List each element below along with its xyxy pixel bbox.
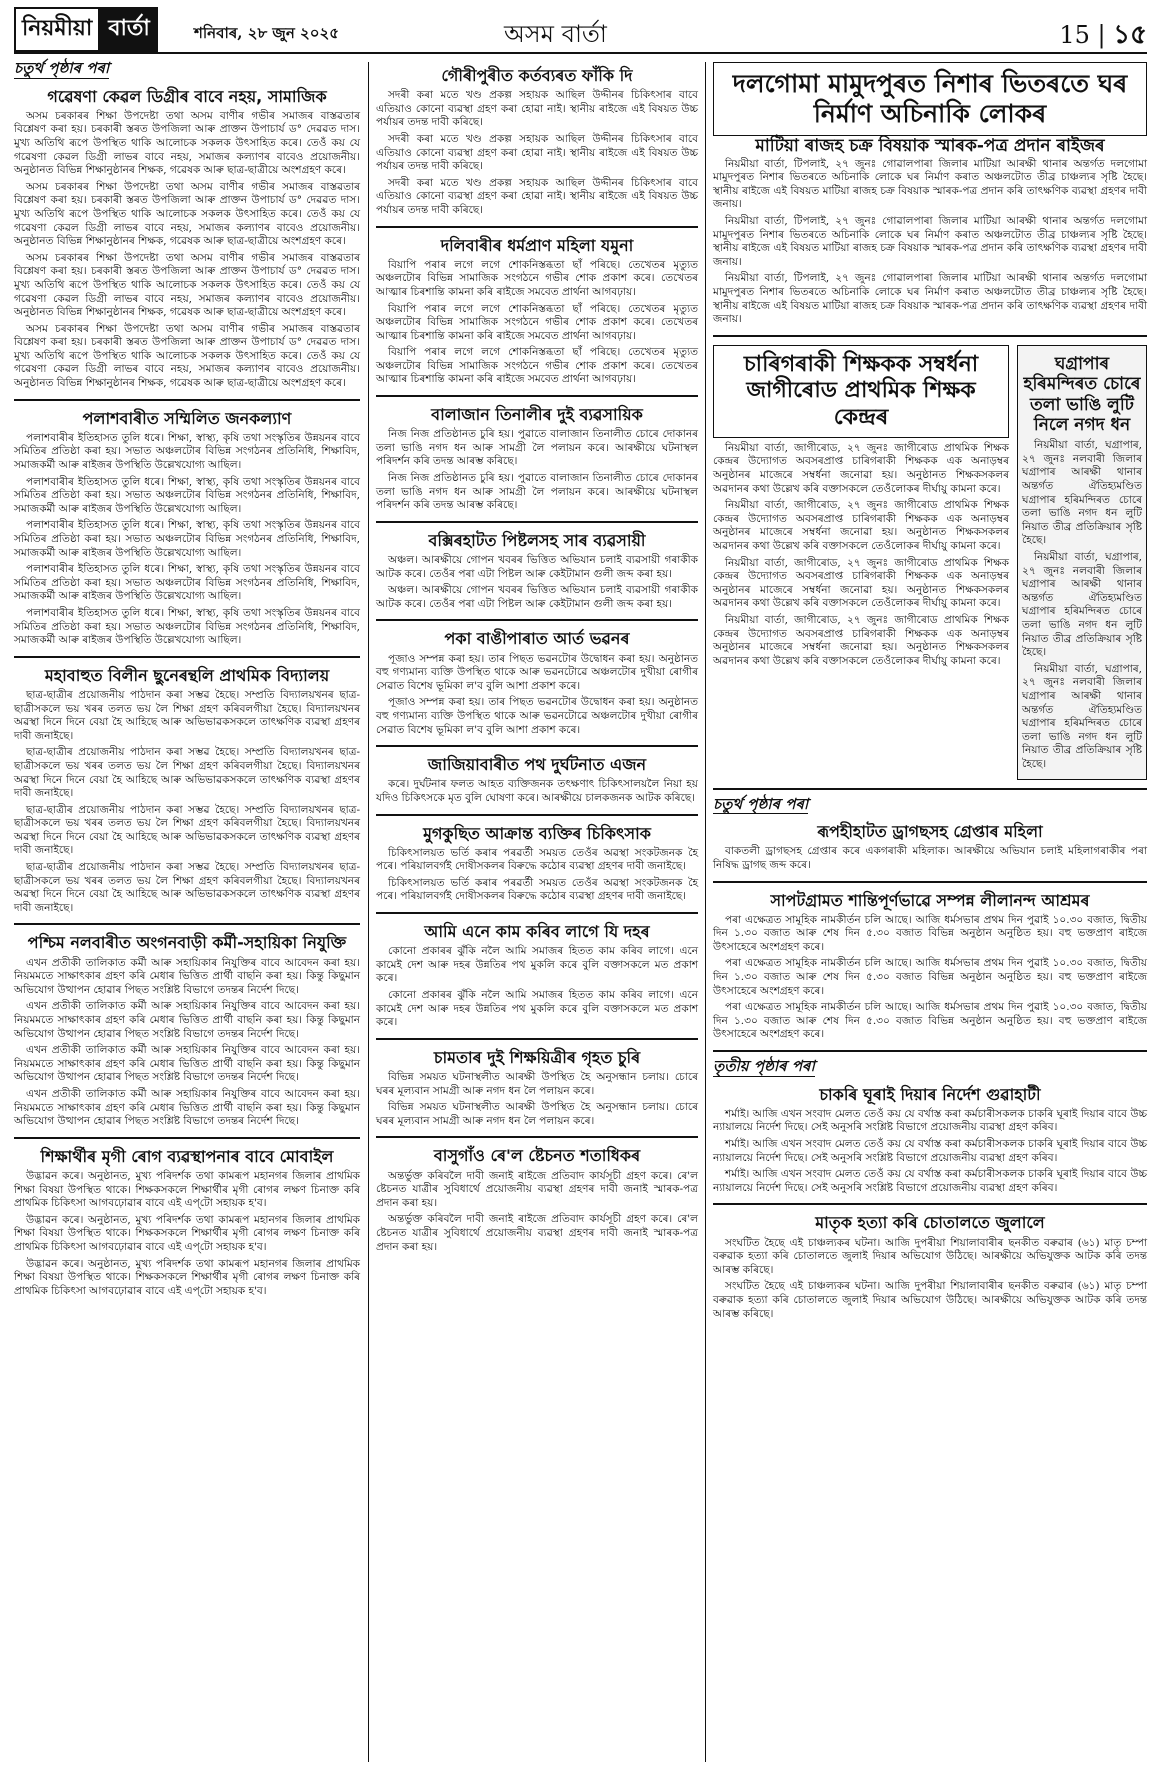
- logo-text-2: বাৰ্তা: [100, 7, 158, 52]
- page-number: 15 | ১৫: [1059, 20, 1147, 50]
- logo-text-1: নিয়মীয়া: [14, 7, 100, 52]
- article-body: ছাত্ৰ-ছাত্ৰীৰ প্ৰয়োজনীয় পাঠদান কৰা সম্ভৱ হৈছে। সম্প্ৰতি বিদ্যালয়খনৰ ছাত্ৰ-ছাত্ৰীসকলে ভয় খৰৰ তলত ভয় লৈ শিক্ষা গ্ৰহণ কৰিবলগীয়া হৈছে। বিদ্যালয়খনৰ অৱস্থা দিনে দিনে বেয়া হৈ আহিছে আৰু অভিভাৱকসকলে তাৎক্ষণিক ব্যৱস্থা গ্ৰহণৰ দাবী জনাইছে।: [14, 746, 360, 800]
- divider: [376, 745, 698, 747]
- article-body: কোনো প্ৰকাৰৰ ঝুঁকি নলৈ আমি সমাজৰ হিতত কাম কৰিব লাগে। এনে কামেই দেশ আৰু দহৰ উন্নতিৰ পথ মুকলি কৰে বুলি বক্তাসকলে মত প্ৰকাশ কৰে।: [376, 945, 698, 985]
- article-body: পলাশবাৰীৰ ইতিহাসত তুলি ধৰে। শিক্ষা, স্বাস্থ্য, কৃষি তথা সংস্কৃতিৰ উন্নয়নৰ বাবে সমিতিৰ প্ৰতিষ্ঠা কৰা হয়। সভাত অঞ্চলটোৰ বিভিন্ন সংগঠনৰ প্ৰতিনিধি, শিক্ষাবিদ, সমাজকৰ্মী আৰু ৰাইজৰ উপস্থিতি উল্লেখযোগ্য আছিল।: [14, 606, 360, 647]
- article-body: নিয়মীয়া বাৰ্তা, জাগীৰোড, ২৭ জুনঃ জাগীৰোড প্ৰাথমিক শিক্ষক কেন্দ্ৰৰ উদ্যোগত অবসৰপ্ৰাপ্ত চাৰিগৰাকী শিক্ষকক এক অনাড়ম্বৰ অনুষ্ঠানৰ মাজেৰে সম্বৰ্ধনা জনোৱা হয়। অনুষ্ঠানত শিক্ষকসকলৰ অৱদানৰ কথা উল্লেখ কৰি বক্তাসকলে তেওঁলোকৰ দীৰ্ঘায়ু কামনা কৰে।: [713, 499, 1009, 553]
- section-title: অসম বাৰ্তা: [504, 20, 607, 48]
- article-body: এখন প্ৰতীকী তালিকাত কৰ্মী আৰু সহায়িকাৰ নিযুক্তিৰ বাবে আবেদন কৰা হয়। নিয়মমতে সাক্ষাৎকাৰ গ্ৰহণ কৰি মেধাৰ ভিত্তিত প্ৰাৰ্থী বাছনি কৰা হয়। কিন্তু কিছুমান অভিযোগ উত্থাপন হোৱাৰ পিছত সংশ্লিষ্ট বিভাগে তদন্তৰ নিৰ্দেশ দিছে।: [14, 1087, 360, 1128]
- article-body: নিয়মীয়া বাৰ্তা, ঘগ্ৰাপাৰ, ২৭ জুনঃ নলবাৰী জিলাৰ ঘগ্ৰাপাৰ আৰক্ষী থানাৰ অন্তৰ্গত ঐতিহ্যমণ্ডিত ঘগ্ৰাপাৰ হৰিমন্দিৰত চোৰে তলা ভাঙি নগদ ধন লুটি নিয়াত তীব্ৰ প্ৰতিক্ৰিয়াৰ সৃষ্টি হৈছে।: [1022, 551, 1142, 659]
- masthead: [14, 10, 1147, 54]
- article-body: পূজাও সম্পন্ন কৰা হয়। তাৰ পিছত ভৱনটোৰ উদ্বোধন কৰা হয়। অনুষ্ঠানত বহু গণ্যমান্য ব্যক্তি উপস্থিত থাকে আৰু ভৱনটোৱে অঞ্চলটোৰ দুখীয়া ৰোগীৰ সেৱাত বিশেষ ভূমিকা ল'ব বুলি আশা প্ৰকাশ কৰে।: [376, 652, 698, 692]
- headline: জাজিয়াবাৰীত পথ দুৰ্ঘটনাত এজন: [427, 755, 647, 775]
- divider: [713, 1203, 1147, 1205]
- right-column: [713, 62, 1147, 1324]
- article-body: সদৰী কৰা মতে খণ্ড প্ৰকল্প সহায়ক আছিল উদ্দীনৰ চিকিৎসাৰ বাবে এতিয়াও কোনো ব্যৱস্থা গ্ৰহণ কৰা হোৱা নাই। স্থানীয় ৰাইজে এই বিষয়ত উচ্চ পৰ্যায়ৰ তদন্ত দাবী কৰিছে।: [376, 132, 698, 173]
- article-body: বিয়াপি পৰাৰ লগে লগে শোকনিস্তব্ধতা ছাঁ পৰিছে। তেখেতৰ মৃত্যুত অঞ্চলটোৰ বিভিন্ন সামাজিক সংগঠনে গভীৰ শোক প্ৰকাশ কৰে। তেখেতৰ আত্মাৰ চিৰশান্তি কামনা কৰি ৰাইজে সমবেত প্ৰাৰ্থনা আগবঢ়ায়।: [376, 302, 698, 342]
- article-body: নিয়মীয়া বাৰ্তা, ঘগ্ৰাপাৰ, ২৭ জুনঃ নলবাৰী জিলাৰ ঘগ্ৰাপাৰ আৰক্ষী থানাৰ অন্তৰ্গত ঐতিহ্যমণ্ডিত ঘগ্ৰাপাৰ হৰিমন্দিৰত চোৰে তলা ভাঙি নগদ ধন লুটি নিয়াত তীব্ৰ প্ৰতিক্ৰিয়াৰ সৃষ্টি হৈছে।: [1022, 662, 1142, 770]
- headline: মুগকুছিত আক্ৰান্ত ব্যক্তিৰ চিকিৎসাক: [423, 823, 651, 843]
- headline: বালাজান তিনালীৰ দুই ব্যৱসায়িক: [431, 405, 643, 425]
- newspaper-logo: [14, 12, 158, 46]
- divider: [713, 1050, 1147, 1052]
- article-body: নিয়মীয়া বাৰ্তা, জাগীৰোড, ২৭ জুনঃ জাগীৰোড প্ৰাথমিক শিক্ষক কেন্দ্ৰৰ উদ্যোগত অবসৰপ্ৰাপ্ত চাৰিগৰাকী শিক্ষকক এক অনাড়ম্বৰ অনুষ্ঠানৰ মাজেৰে সম্বৰ্ধনা জনোৱা হয়। অনুষ্ঠানত শিক্ষকসকলৰ অৱদানৰ কথা উল্লেখ কৰি বক্তাসকলে তেওঁলোকৰ দীৰ্ঘায়ু কামনা কৰে।: [713, 441, 1009, 495]
- article-body: নিয়মীয়া বাৰ্তা, টিপলাই, ২৭ জুনঃ গোৱালপাৰা জিলাৰ মাটিয়া আৰক্ষী থানাৰ অন্তৰ্গত দলগোমা মামুদপুৰত নিশাৰ ভিতৰতে অচিনাকি লোকে ঘৰ নিৰ্মাণ কৰাত অঞ্চলটোত তীব্ৰ চাঞ্চল্যৰ সৃষ্টি হৈছে। স্থানীয় ৰাইজে এই বিষয়ত মাটিয়া ৰাজহ চক্ৰ বিষয়াক স্মাৰক-পত্ৰ প্ৰদান কৰি তাৎক্ষণিক ব্যৱস্থা গ্ৰহণৰ দাবী জনায়।: [713, 272, 1147, 326]
- article-body: এখন প্ৰতীকী তালিকাত কৰ্মী আৰু সহায়িকাৰ নিযুক্তিৰ বাবে আবেদন কৰা হয়। নিয়মমতে সাক্ষাৎকাৰ গ্ৰহণ কৰি মেধাৰ ভিত্তিত প্ৰাৰ্থী বাছনি কৰা হয়। কিন্তু কিছুমান অভিযোগ উত্থাপন হোৱাৰ পিছত সংশ্লিষ্ট বিভাগে তদন্তৰ নিৰ্দেশ দিছে।: [14, 1044, 360, 1084]
- headline: গৱেষণা কেৱল ডিগ্ৰীৰ বাবে নহয়, সামাজিক: [47, 86, 327, 106]
- article-body: নিয়মীয়া বাৰ্তা, জাগীৰোড, ২৭ জুনঃ জাগীৰোড প্ৰাথমিক শিক্ষক কেন্দ্ৰৰ উদ্যোগত অবসৰপ্ৰাপ্ত চাৰিগৰাকী শিক্ষকক এক অনাড়ম্বৰ অনুষ্ঠানৰ মাজেৰে সম্বৰ্ধনা জনোৱা হয়। অনুষ্ঠানত শিক্ষকসকলৰ অৱদানৰ কথা উল্লেখ কৰি বক্তাসকলে তেওঁলোকৰ দীৰ্ঘায়ু কামনা কৰে।: [713, 614, 1009, 667]
- article-body: পূজাও সম্পন্ন কৰা হয়। তাৰ পিছত ভৱনটোৰ উদ্বোধন কৰা হয়। অনুষ্ঠানত বহু গণ্যমান্য ব্যক্তি উপস্থিত থাকে আৰু ভৱনটোৱে অঞ্চলটোৰ দুখীয়া ৰোগীৰ সেৱাত বিশেষ ভূমিকা ল'ব বুলি আশা প্ৰকাশ কৰে।: [376, 696, 698, 736]
- column-1: [14, 59, 360, 1301]
- article-body: বিয়াপি পৰাৰ লগে লগে শোকনিস্তব্ধতা ছাঁ পৰিছে। তেখেতৰ মৃত্যুত অঞ্চলটোৰ বিভিন্ন সামাজিক সংগঠনে গভীৰ শোক প্ৰকাশ কৰে। তেখেতৰ আত্মাৰ চিৰশান্তি কামনা কৰি ৰাইজে সমবেত প্ৰাৰ্থনা আগবঢ়ায়।: [376, 258, 698, 298]
- column-divider: [368, 62, 369, 1762]
- headline: মাতৃক হত্যা কৰি চোতালতে জুলালে: [815, 1213, 1045, 1233]
- headline: সাপটগ্ৰামত শান্তিপূৰ্ণভাৱে সম্পন্ন লীলানন্দ আশ্ৰমৰ: [770, 890, 1090, 910]
- headline: গৌৰীপুৰীত কৰ্তব্যৰত ফাঁকি দি: [441, 66, 633, 85]
- divider: [713, 335, 1147, 337]
- article-body: অন্তৰ্ভুক্ত কৰিবলৈ দাবী জনাই ৰাইজে প্ৰতিবাদ কাৰ্যসূচী গ্ৰহণ কৰে। ৰে'ল ষ্টেচনত যাত্ৰীৰ সুবিধাৰ্থে প্ৰয়োজনীয় ব্যৱস্থা গ্ৰহণৰ দাবী জনাই স্মাৰক-পত্ৰ প্ৰদান কৰা হয়।: [376, 1213, 698, 1253]
- article-body: চিকিৎসালয়ত ভৰ্তি কৰাৰ পৰৱৰ্তী সময়ত তেওঁৰ অৱস্থা সংকটজনক হৈ পৰে। পৰিয়ালবৰ্গই দোষীসকলৰ বিৰুদ্ধে কঠোৰ ব্যৱস্থা গ্ৰহণৰ দাবী জনাইছে।: [376, 846, 698, 873]
- lead-story-headline-box: [713, 62, 1147, 136]
- divider: [376, 814, 698, 816]
- article-body: উদ্ভাৱন কৰে। অনুষ্ঠানত, মুখ্য পৰিদৰ্শক তথা কামৰূপ মহানগৰ জিলাৰ প্ৰাথমিক শিক্ষা বিষয়া উপস্থিত থাকে। শিক্ষকসকলে শিক্ষাৰ্থীৰ মৃগী ৰোগৰ লক্ষণ চিনাক্ত কৰি প্ৰাথমিক চিকিৎসা আগবঢ়োৱাৰ বাবে এই এপ্‌টো সহায়ক হ'ব।: [14, 1169, 360, 1210]
- divider: [14, 923, 360, 925]
- article-body: অসম চৰকাৰৰ শিক্ষা উপদেষ্টা তথা অসম বাণীৰ গভীৰ সমাজৰ বাস্তৱতাৰ বিশ্লেষণ কৰা হয়। চৰকাৰী স্তৰত উপজিলা আৰু প্ৰাক্তন উপাচাৰ্য ড° দেৱৱত দাস। মুখ্য অতিথি ৰূপে উপস্থিত থাকি আলোচক সকলক উৎসাহিত কৰে। তেওঁ কয় যে গৱেষণা কেৱল ডিগ্ৰী লাভৰ বাবে নহয়, সমাজৰ কল্যাণৰ বাবেও প্ৰয়োজনীয়। অনুষ্ঠানত বিভিন্ন শিক্ষানুষ্ঠানৰ শিক্ষক, গৱেষক আৰু ছাত্ৰ-ছাত্ৰীয়ে অংশগ্ৰহণ কৰে।: [14, 322, 360, 390]
- divider: [14, 399, 360, 401]
- divider: [376, 1038, 698, 1040]
- article-body: শৰ্মাই। আজি এখন সংবাদ মেলত তেওঁ কয় যে বৰ্খাস্ত কৰা কৰ্মচাৰীসকলক চাকৰি ঘূৰাই দিয়াৰ বাবে উচ্চ ন্যায়ালয়ে নিৰ্দেশ দিছে। সেই অনুসৰি সংশ্লিষ্ট বিভাগে প্ৰয়োজনীয় ব্যৱস্থা গ্ৰহণ কৰিব।: [713, 1168, 1147, 1194]
- article-body: পলাশবাৰীৰ ইতিহাসত তুলি ধৰে। শিক্ষা, স্বাস্থ্য, কৃষি তথা সংস্কৃতিৰ উন্নয়নৰ বাবে সমিতিৰ প্ৰতিষ্ঠা কৰা হয়। সভাত অঞ্চলটোৰ বিভিন্ন সংগঠনৰ প্ৰতিনিধি, শিক্ষাবিদ, সমাজকৰ্মী আৰু ৰাইজৰ উপস্থিতি উল্লেখযোগ্য আছিল।: [14, 475, 360, 515]
- article-body: চিকিৎসালয়ত ভৰ্তি কৰাৰ পৰৱৰ্তী সময়ত তেওঁৰ অৱস্থা সংকটজনক হৈ পৰে। পৰিয়ালবৰ্গই দোষীসকলৰ বিৰুদ্ধে কঠোৰ ব্যৱস্থা গ্ৰহণৰ দাবী জনাইছে।: [376, 876, 698, 903]
- article-body: ছাত্ৰ-ছাত্ৰীৰ প্ৰয়োজনীয় পাঠদান কৰা সম্ভৱ হৈছে। সম্প্ৰতি বিদ্যালয়খনৰ ছাত্ৰ-ছাত্ৰীসকলে ভয় খৰৰ তলত ভয় লৈ শিক্ষা গ্ৰহণ কৰিবলগীয়া হৈছে। বিদ্যালয়খনৰ অৱস্থা দিনে দিনে বেয়া হৈ আহিছে আৰু অভিভাৱকসকলে তাৎক্ষণিক ব্যৱস্থা গ্ৰহণৰ দাবী জনাইছে।: [14, 688, 360, 742]
- column-2: [376, 62, 698, 1257]
- article-body: নিয়মীয়া বাৰ্তা, টিপলাই, ২৭ জুনঃ গোৱালপাৰা জিলাৰ মাটিয়া আৰক্ষী থানাৰ অন্তৰ্গত দলগোমা মামুদপুৰত নিশাৰ ভিতৰতে অচিনাকি লোকে ঘৰ নিৰ্মাণ কৰাত অঞ্চলটোত তীব্ৰ চাঞ্চল্যৰ সৃষ্টি হৈছে। স্থানীয় ৰাইজে এই বিষয়ত মাটিয়া ৰাজহ চক্ৰ বিষয়াক স্মাৰক-পত্ৰ প্ৰদান কৰি তাৎক্ষণিক ব্যৱস্থা গ্ৰহণৰ দাবী জনায়।: [713, 214, 1147, 268]
- article-body: ছাত্ৰ-ছাত্ৰীৰ প্ৰয়োজনীয় পাঠদান কৰা সম্ভৱ হৈছে। সম্প্ৰতি বিদ্যালয়খনৰ ছাত্ৰ-ছাত্ৰীসকলে ভয় খৰৰ তলত ভয় লৈ শিক্ষা গ্ৰহণ কৰিবলগীয়া হৈছে। বিদ্যালয়খনৰ অৱস্থা দিনে দিনে বেয়া হৈ আহিছে আৰু অভিভাৱকসকলে তাৎক্ষণিক ব্যৱস্থা গ্ৰহণৰ দাবী জনাইছে।: [14, 803, 360, 857]
- divider: [376, 912, 698, 914]
- divider: [376, 395, 698, 397]
- side-story-box: [1017, 345, 1147, 780]
- article-body: ছাত্ৰ-ছাত্ৰীৰ প্ৰয়োজনীয় পাঠদান কৰা সম্ভৱ হৈছে। সম্প্ৰতি বিদ্যালয়খনৰ ছাত্ৰ-ছাত্ৰীসকলে ভয় খৰৰ তলত ভয় লৈ শিক্ষা গ্ৰহণ কৰিবলগীয়া হৈছে। বিদ্যালয়খনৰ অৱস্থা দিনে দিনে বেয়া হৈ আহিছে আৰু অভিভাৱকসকলে তাৎক্ষণিক ব্যৱস্থা গ্ৰহণৰ দাবী জনাইছে।: [14, 861, 360, 914]
- article-body: নিয়মীয়া বাৰ্তা, জাগীৰোড, ২৭ জুনঃ জাগীৰোড প্ৰাথমিক শিক্ষক কেন্দ্ৰৰ উদ্যোগত অবসৰপ্ৰাপ্ত চাৰিগৰাকী শিক্ষকক এক অনাড়ম্বৰ অনুষ্ঠানৰ মাজেৰে সম্বৰ্ধনা জনোৱা হয়। অনুষ্ঠানত শিক্ষকসকলৰ অৱদানৰ কথা উল্লেখ কৰি বক্তাসকলে তেওঁলোকৰ দীৰ্ঘায়ু কামনা কৰে।: [713, 556, 1009, 610]
- headline: পলাশবাৰীত সম্মিলিত জনকল্যাণ: [82, 408, 292, 428]
- article-body: সংঘটিত হৈছে এই চাঞ্চল্যকৰ ঘটনা। আজি দুপৰীয়া শিয়ালাবাৰীৰ ছনকীত বৰুৱাৰ (৬১) মাতৃ চম্পা বৰুৱাক হত্যা কৰি চোতালতে জুলাই দিয়াৰ অভিযোগ উঠিছে। আৰক্ষীয়ে অভিযুক্তক আটক কৰি তদন্ত আৰম্ভ কৰিছে।: [713, 1236, 1147, 1276]
- article-body: নিজ নিজ প্ৰতিষ্ঠানত চুৰি হয়। পুৱাতে বালাজান তিনালীত চোৰে দোকানৰ তলা ভাঙি নগদ ধন আৰু সামগ্ৰী লৈ পলায়ন কৰে। আৰক্ষীয়ে ঘটনাস্থল পৰিদৰ্শন কৰি তদন্ত আৰম্ভ কৰিছে।: [376, 428, 698, 468]
- article-body: বিয়াপি পৰাৰ লগে লগে শোকনিস্তব্ধতা ছাঁ পৰিছে। তেখেতৰ মৃত্যুত অঞ্চলটোৰ বিভিন্ন সামাজিক সংগঠনে গভীৰ শোক প্ৰকাশ কৰে। তেখেতৰ আত্মাৰ চিৰশান্তি কামনা কৰি ৰাইজে সমবেত প্ৰাৰ্থনা আগবঢ়ায়।: [376, 346, 698, 386]
- headline: শিক্ষাৰ্থীৰ মৃগী ৰোগ ব্যৱস্থাপনাৰ বাবে মোবাইল: [40, 1146, 334, 1166]
- headline: চামতাৰ দুই শিক্ষয়িত্ৰীৰ গৃহত চুৰি: [433, 1047, 641, 1067]
- lead-headline: দলগোমা মামুদপুৰত নিশাৰ ভিতৰতে ঘৰ নিৰ্মাণ অচিনাকি লোকৰ: [732, 69, 1128, 128]
- article-body: পৰা এক্ষেত্ৰত সামূহিক নামকীৰ্তন চলি আছে। আজি ধৰ্মসভাৰ প্ৰথম দিন পুৱাই ১০.৩০ বজাত, দ্বিতীয় দিন ১.৩০ বজাত আৰু শেষ দিন ৫.৩০ বজাত বিভিন্ন অনুষ্ঠান অনুষ্ঠিত হয়। বহু ভক্তপ্ৰাণ ৰাইজে উৎসাহেৰে অংশগ্ৰহণ কৰে।: [713, 913, 1147, 953]
- column-divider: [705, 62, 706, 1762]
- continued-label: চতুৰ্থ পৃষ্ঠাৰ পৰা: [713, 794, 809, 813]
- teacher-headline-box: [713, 345, 1009, 438]
- article-body: কৰে। দুৰ্ঘটনাৰ ফলত আহত ব্যক্তিজনক তৎক্ষণাৎ চিকিৎসালয়লৈ নিয়া হয় যদিও চিকিৎসকে মৃত বুলি ঘোষণা কৰে। আৰক্ষীয়ে চালকজনক আটক কৰিছে।: [376, 778, 698, 804]
- continued-label: তৃতীয় পৃষ্ঠাৰ পৰা: [713, 1057, 815, 1076]
- page-number-latin: 15: [1059, 21, 1090, 49]
- teacher-headline: চাৰিগৰাকী শিক্ষকক সম্বৰ্ধনা জাগীৰোড প্ৰাথমিক শিক্ষক কেন্দ্ৰৰ: [743, 351, 979, 430]
- headline: দলিবাৰীৰ ধৰ্মপ্ৰাণ মহিলা যমুনা: [440, 235, 634, 255]
- page-number-native: ১৫: [1113, 20, 1147, 50]
- article-body: সদৰী কৰা মতে খণ্ড প্ৰকল্প সহায়ক আছিল উদ্দীনৰ চিকিৎসাৰ বাবে এতিয়াও কোনো ব্যৱস্থা গ্ৰহণ কৰা হোৱা নাই। স্থানীয় ৰাইজে এই বিষয়ত উচ্চ পৰ্যায়ৰ তদন্ত দাবী কৰিছে।: [376, 89, 698, 129]
- side-headline: ঘগ্ৰাপাৰ হৰিমন্দিৰত চোৰে তলা ভাঙি লুটি নিলে নগদ ধন: [1023, 353, 1141, 435]
- headline: মহাবাহুত বিলীন ছুনেৰন্থলি প্ৰাথমিক বিদ্যালয়: [44, 665, 330, 685]
- article-body: এখন প্ৰতীকী তালিকাত কৰ্মী আৰু সহায়িকাৰ নিযুক্তিৰ বাবে আবেদন কৰা হয়। নিয়মমতে সাক্ষাৎকাৰ গ্ৰহণ কৰি মেধাৰ ভিত্তিত প্ৰাৰ্থী বাছনি কৰা হয়। কিন্তু কিছুমান অভিযোগ উত্থাপন হোৱাৰ পিছত সংশ্লিষ্ট বিভাগে তদন্তৰ নিৰ্দেশ দিছে।: [14, 1000, 360, 1040]
- headline: ৰূপহীহাটত ড্ৰাগছসহ গ্ৰেপ্তাৰ মহিলা: [817, 822, 1043, 842]
- continued-label: চতুৰ্থ পৃষ্ঠাৰ পৰা: [14, 59, 110, 77]
- divider: [376, 226, 698, 228]
- article-body: পলাশবাৰীৰ ইতিহাসত তুলি ধৰে। শিক্ষা, স্বাস্থ্য, কৃষি তথা সংস্কৃতিৰ উন্নয়নৰ বাবে সমিতিৰ প্ৰতিষ্ঠা কৰা হয়। সভাত অঞ্চলটোৰ বিভিন্ন সংগঠনৰ প্ৰতিনিধি, শিক্ষাবিদ, সমাজকৰ্মী আৰু ৰাইজৰ উপস্থিতি উল্লেখযোগ্য আছিল।: [14, 431, 360, 472]
- article-body: সদৰী কৰা মতে খণ্ড প্ৰকল্প সহায়ক আছিল উদ্দীনৰ চিকিৎসাৰ বাবে এতিয়াও কোনো ব্যৱস্থা গ্ৰহণ কৰা হোৱা নাই। স্থানীয় ৰাইজে এই বিষয়ত উচ্চ পৰ্যায়ৰ তদন্ত দাবী কৰিছে।: [376, 176, 698, 216]
- headline: পকা বাঙীপাৰাত আৰ্ত ভৱনৰ: [444, 629, 630, 649]
- article-body: পলাশবাৰীৰ ইতিহাসত তুলি ধৰে। শিক্ষা, স্বাস্থ্য, কৃষি তথা সংস্কৃতিৰ উন্নয়নৰ বাবে সমিতিৰ প্ৰতিষ্ঠা কৰা হয়। সভাত অঞ্চলটোৰ বিভিন্ন সংগঠনৰ প্ৰতিনিধি, শিক্ষাবিদ, সমাজকৰ্মী আৰু ৰাইজৰ উপস্থিতি উল্লেখযোগ্য আছিল।: [14, 519, 360, 559]
- article-body: এখন প্ৰতীকী তালিকাত কৰ্মী আৰু সহায়িকাৰ নিযুক্তিৰ বাবে আবেদন কৰা হয়। নিয়মমতে সাক্ষাৎকাৰ গ্ৰহণ কৰি মেধাৰ ভিত্তিত প্ৰাৰ্থী বাছনি কৰা হয়। কিন্তু কিছুমান অভিযোগ উত্থাপন হোৱাৰ পিছত সংশ্লিষ্ট বিভাগে তদন্তৰ নিৰ্দেশ দিছে।: [14, 956, 360, 996]
- headline: পশ্চিম নলবাৰীত অংগনবাড়ী কৰ্মী-সহায়িকা নিযুক্তি: [27, 933, 347, 953]
- headline: বাসুগাঁও ৰে'ল ষ্টেচনত শতাধিকৰ: [433, 1146, 641, 1166]
- teacher-and-side-row: [713, 345, 1147, 780]
- article-body: উদ্ভাৱন কৰে। অনুষ্ঠানত, মুখ্য পৰিদৰ্শক তথা কামৰূপ মহানগৰ জিলাৰ প্ৰাথমিক শিক্ষা বিষয়া উপস্থিত থাকে। শিক্ষকসকলে শিক্ষাৰ্থীৰ মৃগী ৰোগৰ লক্ষণ চিনাক্ত কৰি প্ৰাথমিক চিকিৎসা আগবঢ়োৱাৰ বাবে এই এপ্‌টো সহায়ক হ'ব।: [14, 1257, 360, 1297]
- divider: [14, 1137, 360, 1139]
- article-body: সংঘটিত হৈছে এই চাঞ্চল্যকৰ ঘটনা। আজি দুপৰীয়া শিয়ালাবাৰীৰ ছনকীত বৰুৱাৰ (৬১) মাতৃ চম্পা বৰুৱাক হত্যা কৰি চোতালতে জুলাই দিয়াৰ অভিযোগ উঠিছে। আৰক্ষীয়ে অভিযুক্তক আটক কৰি তদন্ত আৰম্ভ কৰিছে।: [713, 1280, 1147, 1320]
- article-body: নিয়মীয়া বাৰ্তা, টিপলাই, ২৭ জুনঃ গোৱালপাৰা জিলাৰ মাটিয়া আৰক্ষী থানাৰ অন্তৰ্গত দলগোমা মামুদপুৰত নিশাৰ ভিতৰতে অচিনাকি লোকে ঘৰ নিৰ্মাণ কৰাত অঞ্চলটোত তীব্ৰ চাঞ্চল্যৰ সৃষ্টি হৈছে। স্থানীয় ৰাইজে এই বিষয়ত মাটিয়া ৰাজহ চক্ৰ বিষয়াক স্মাৰক-পত্ৰ প্ৰদান কৰি তাৎক্ষণিক ব্যৱস্থা গ্ৰহণৰ দাবী জনায়।: [713, 157, 1147, 211]
- article-body: উদ্ভাৱন কৰে। অনুষ্ঠানত, মুখ্য পৰিদৰ্শক তথা কামৰূপ মহানগৰ জিলাৰ প্ৰাথমিক শিক্ষা বিষয়া উপস্থিত থাকে। শিক্ষকসকলে শিক্ষাৰ্থীৰ মৃগী ৰোগৰ লক্ষণ চিনাক্ত কৰি প্ৰাথমিক চিকিৎসা আগবঢ়োৱাৰ বাবে এই এপ্‌টো সহায়ক হ'ব।: [14, 1213, 360, 1253]
- article-body: বিভিন্ন সময়ত ঘটনাস্থলীত আৰক্ষী উপস্থিত হৈ অনুসন্ধান চলায়। চোৰে ঘৰৰ মূল্যবান সামগ্ৰী আৰু নগদ ধন লৈ পলায়ন কৰে।: [376, 1071, 698, 1097]
- article-body: অঞ্চল। আৰক্ষীয়ে গোপন খবৰৰ ভিত্তিত অভিযান চলাই ব্যৱসায়ী গৰাকীক আটক কৰে। তেওঁৰ পৰা এটা পিষ্টল আৰু কেইটামান গুলী জব্দ কৰা হয়।: [376, 584, 698, 610]
- headline: বক্সিৰহাটত পিষ্টলসহ সাৰ ব্যৱসায়ী: [428, 530, 646, 550]
- article-body: পৰা এক্ষেত্ৰত সামূহিক নামকীৰ্তন চলি আছে। আজি ধৰ্মসভাৰ প্ৰথম দিন পুৱাই ১০.৩০ বজাত, দ্বিতীয় দিন ১.৩০ বজাত আৰু শেষ দিন ৫.৩০ বজাত বিভিন্ন অনুষ্ঠান অনুষ্ঠিত হয়। বহু ভক্তপ্ৰাণ ৰাইজে উৎসাহেৰে অংশগ্ৰহণ কৰে।: [713, 957, 1147, 997]
- article-body: অন্তৰ্ভুক্ত কৰিবলৈ দাবী জনাই ৰাইজে প্ৰতিবাদ কাৰ্যসূচী গ্ৰহণ কৰে। ৰে'ল ষ্টেচনত যাত্ৰীৰ সুবিধাৰ্থে প্ৰয়োজনীয় ব্যৱস্থা গ্ৰহণৰ দাবী জনাই স্মাৰক-পত্ৰ প্ৰদান কৰা হয়।: [376, 1169, 698, 1209]
- divider: [713, 881, 1147, 883]
- article-body: অসম চৰকাৰৰ শিক্ষা উপদেষ্টা তথা অসম বাণীৰ গভীৰ সমাজৰ বাস্তৱতাৰ বিশ্লেষণ কৰা হয়। চৰকাৰী স্তৰত উপজিলা আৰু প্ৰাক্তন উপাচাৰ্য ড° দেৱৱত দাস। মুখ্য অতিথি ৰূপে উপস্থিত থাকি আলোচক সকলক উৎসাহিত কৰে। তেওঁ কয় যে গৱেষণা কেৱল ডিগ্ৰী লাভৰ বাবে নহয়, সমাজৰ কল্যাণৰ বাবেও প্ৰয়োজনীয়। অনুষ্ঠানত বিভিন্ন শিক্ষানুষ্ঠানৰ শিক্ষক, গৱেষক আৰু ছাত্ৰ-ছাত্ৰীয়ে অংশগ্ৰহণ কৰে।: [14, 109, 360, 177]
- divider: [713, 788, 1147, 790]
- lead-subheadline: মাটিয়া ৰাজহ চক্ৰ বিষয়াক স্মাৰক-পত্ৰ প্ৰদান ৰাইজৰ: [755, 136, 1105, 156]
- teacher-story: [713, 345, 1009, 780]
- article-body: বিভিন্ন সময়ত ঘটনাস্থলীত আৰক্ষী উপস্থিত হৈ অনুসন্ধান চলায়। চোৰে ঘৰৰ মূল্যবান সামগ্ৰী আৰু নগদ ধন লৈ পলায়ন কৰে।: [376, 1101, 698, 1127]
- article-body: পৰা এক্ষেত্ৰত সামূহিক নামকীৰ্তন চলি আছে। আজি ধৰ্মসভাৰ প্ৰথম দিন পুৱাই ১০.৩০ বজাত, দ্বিতীয় দিন ১.৩০ বজাত আৰু শেষ দিন ৫.৩০ বজাত বিভিন্ন অনুষ্ঠান অনুষ্ঠিত হয়। বহু ভক্তপ্ৰাণ ৰাইজে উৎসাহেৰে অংশগ্ৰহণ কৰে।: [713, 1001, 1147, 1041]
- issue-date: শনিবাৰ, ২৮ জুন ২০২৫: [194, 24, 340, 42]
- article-body: পলাশবাৰীৰ ইতিহাসত তুলি ধৰে। শিক্ষা, স্বাস্থ্য, কৃষি তথা সংস্কৃতিৰ উন্নয়নৰ বাবে সমিতিৰ প্ৰতিষ্ঠা কৰা হয়। সভাত অঞ্চলটোৰ বিভিন্ন সংগঠনৰ প্ৰতিনিধি, শিক্ষাবিদ, সমাজকৰ্মী আৰু ৰাইজৰ উপস্থিতি উল্লেখযোগ্য আছিল।: [14, 563, 360, 603]
- headline: চাকৰি ঘূৰাই দিয়াৰ নিৰ্দেশ গুৱাহাটী: [819, 1084, 1041, 1104]
- article-body: শৰ্মাই। আজি এখন সংবাদ মেলত তেওঁ কয় যে বৰ্খাস্ত কৰা কৰ্মচাৰীসকলক চাকৰি ঘূৰাই দিয়াৰ বাবে উচ্চ ন্যায়ালয়ে নিৰ্দেশ দিছে। সেই অনুসৰি সংশ্লিষ্ট বিভাগে প্ৰয়োজনীয় ব্যৱস্থা গ্ৰহণ কৰিব।: [713, 1107, 1147, 1134]
- article-body: শৰ্মাই। আজি এখন সংবাদ মেলত তেওঁ কয় যে বৰ্খাস্ত কৰা কৰ্মচাৰীসকলক চাকৰি ঘূৰাই দিয়াৰ বাবে উচ্চ ন্যায়ালয়ে নিৰ্দেশ দিছে। সেই অনুসৰি সংশ্লিষ্ট বিভাগে প্ৰয়োজনীয় ব্যৱস্থা গ্ৰহণ কৰিব।: [713, 1138, 1147, 1164]
- article-body: কোনো প্ৰকাৰৰ ঝুঁকি নলৈ আমি সমাজৰ হিতত কাম কৰিব লাগে। এনে কামেই দেশ আৰু দহৰ উন্নতিৰ পথ মুকলি কৰে বুলি বক্তাসকলে মত প্ৰকাশ কৰে।: [376, 989, 698, 1029]
- divider: [14, 656, 360, 658]
- article-body: নিজ নিজ প্ৰতিষ্ঠানত চুৰি হয়। পুৱাতে বালাজান তিনালীত চোৰে দোকানৰ তলা ভাঙি নগদ ধন আৰু সামগ্ৰী লৈ পলায়ন কৰে। আৰক্ষীয়ে ঘটনাস্থল পৰিদৰ্শন কৰি তদন্ত আৰম্ভ কৰিছে।: [376, 472, 698, 512]
- article-body: অসম চৰকাৰৰ শিক্ষা উপদেষ্টা তথা অসম বাণীৰ গভীৰ সমাজৰ বাস্তৱতাৰ বিশ্লেষণ কৰা হয়। চৰকাৰী স্তৰত উপজিলা আৰু প্ৰাক্তন উপাচাৰ্য ড° দেৱৱত দাস। মুখ্য অতিথি ৰূপে উপস্থিত থাকি আলোচক সকলক উৎসাহিত কৰে। তেওঁ কয় যে গৱেষণা কেৱল ডিগ্ৰী লাভৰ বাবে নহয়, সমাজৰ কল্যাণৰ বাবেও প্ৰয়োজনীয়। অনুষ্ঠানত বিভিন্ন শিক্ষানুষ্ঠানৰ শিক্ষক, গৱেষক আৰু ছাত্ৰ-ছাত্ৰীয়ে অংশগ্ৰহণ কৰে।: [14, 251, 360, 319]
- divider: [376, 521, 698, 523]
- article-body: অসম চৰকাৰৰ শিক্ষা উপদেষ্টা তথা অসম বাণীৰ গভীৰ সমাজৰ বাস্তৱতাৰ বিশ্লেষণ কৰা হয়। চৰকাৰী স্তৰত উপজিলা আৰু প্ৰাক্তন উপাচাৰ্য ড° দেৱৱত দাস। মুখ্য অতিথি ৰূপে উপস্থিত থাকি আলোচক সকলক উৎসাহিত কৰে। তেওঁ কয় যে গৱেষণা কেৱল ডিগ্ৰী লাভৰ বাবে নহয়, সমাজৰ কল্যাণৰ বাবেও প্ৰয়োজনীয়। অনুষ্ঠানত বিভিন্ন শিক্ষানুষ্ঠানৰ শিক্ষক, গৱেষক আৰু ছাত্ৰ-ছাত্ৰীয়ে অংশগ্ৰহণ কৰে।: [14, 180, 360, 248]
- divider: [376, 619, 698, 621]
- headline: আমি এনে কাম কৰিব লাগে যি দহৰ: [424, 922, 650, 942]
- article-body: অঞ্চল। আৰক্ষীয়ে গোপন খবৰৰ ভিত্তিত অভিযান চলাই ব্যৱসায়ী গৰাকীক আটক কৰে। তেওঁৰ পৰা এটা পিষ্টল আৰু কেইটামান গুলী জব্দ কৰা হয়।: [376, 554, 698, 580]
- article-body: নিয়মীয়া বাৰ্তা, ঘগ্ৰাপাৰ, ২৭ জুনঃ নলবাৰী জিলাৰ ঘগ্ৰাপাৰ আৰক্ষী থানাৰ অন্তৰ্গত ঐতিহ্যমণ্ডিত ঘগ্ৰাপাৰ হৰিমন্দিৰত চোৰে তলা ভাঙি নগদ ধন লুটি নিয়াত তীব্ৰ প্ৰতিক্ৰিয়াৰ সৃষ্টি হৈছে।: [1022, 439, 1142, 547]
- article-body: বাকতলী ড্ৰাগছসহ গ্ৰেপ্তাৰ কৰে একগৰাকী মহিলাক। আৰক্ষীয়ে অভিযান চলাই মহিলাগৰাকীৰ পৰা নিষিদ্ধ ড্ৰাগছ জব্দ কৰে।: [713, 845, 1147, 871]
- divider: [376, 1136, 698, 1138]
